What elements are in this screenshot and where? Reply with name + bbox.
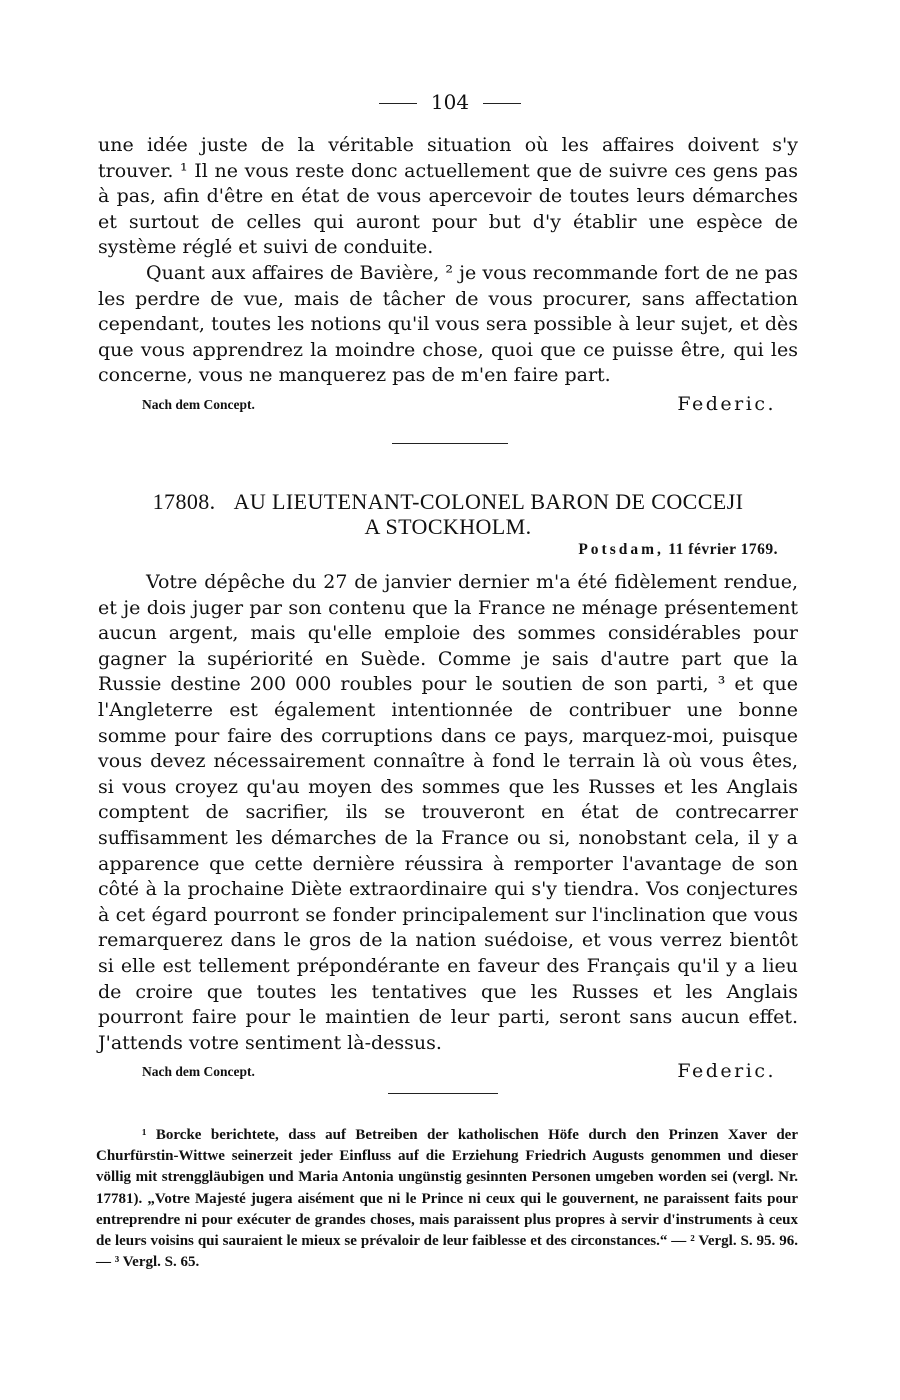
letter2-number: 17808. [152,489,216,514]
letter1-signature: Federic. [677,392,776,415]
letter2-heading-line-1 [98,489,798,514]
letter2-heading-line-2: A STOCKHOLM. [364,514,532,539]
letter2-concept-note: Nach dem Concept. [142,1064,255,1080]
letter1-paragraph-2: Quant aux affaires de Bavière, ² je vous recommande fort de ne pas les perdre de vue, mais de tâcher de vous procurer, sans affectation cependant, toutes les notions qu'il vous sera possible à leur sujet, et dès que vous apprendrez la moindre chose, quoi que ce puisse être, qui les concerne, vous ne manquerez pas de m'en faire part. [98,261,798,387]
letter2-date: 11 février 1769. [668,541,778,558]
letter2-signature: Federic. [677,1060,776,1083]
page-number [0,90,900,114]
footnote-divider [388,1093,498,1094]
letter2-dateline [578,541,778,559]
letter1-concept-note: Nach dem Concept. [142,396,255,412]
page-number-dash-left [379,103,417,104]
letter1-paragraph-1: une idée juste de la véritable situation où les affaires doivent s'y trouver. ¹ Il ne vous reste donc actuellement que de suivre ces gens pas à pas, afin d'être en état de vous apercevoir de toutes leurs démarches et surtout de celles qui auront pour but d'y établir une espèce de système réglé et suivi de conduite. [98,134,798,259]
letter2-body: Votre dépêche du 27 de janvier dernier m'a été fidèlement rendue, et je dois juger par son contenu que la France ne ménage présentement aucun argent, mais qu'elle emploie des sommes considérables pour gagner la supériorité en Suède. Comme je sais d'autre part que la Russie destine 200 000 roubles pour le soutien de son parti, ³ et que l'Angleterre est également intentionnée de contribuer une bonne somme pour faire des corruptions dans ce pays, marquez-moi, puisque vous devez nécessairement connaître à fond le terrain là où vous êtes, si vous croyez qu'au moyen des sommes que les Russes et les Anglais comptent de sacrifier, ils se trouveront en état de contrecarrer suffisamment les démarches de la France ou si, nonobstant cela, il y a apparence que cette dernière réussira à remporter l'avantage de son côté à la prochaine Diète extraordinaire qui s'y tiendra. Vos conjectures à cet égard pourront se fonder principalement sur l'inclination que vous remarquerez dans le gros de la nation suédoise, et vous verrez bientôt si elle est tellement prépondérante en faveur des Français qu'il y a lieu de croire que toutes les tentatives que les Russes et les Anglais pourront faire pour le maintien de leur parti, seront sans aucun effet. J'attends votre sentiment là-dessus. [98,571,798,1054]
letter-continuation [98,133,798,415]
letter2-date-place: Potsdam, [578,541,664,558]
letter2-heading [98,489,798,539]
letter2-body-block [98,570,798,1082]
footnotes: ¹ Borcke berichtete, dass auf Betreiben der katholischen Höfe durch den Prinzen Xaver der Churfürstin-Wittwe seinerzeit jeder Einfluss auf die Erziehung Friedrich Augusts genommen und dieser völlig mit strenggläubigen und Maria Antonia ungünstig gesinnten Personen umgeben worden sei (vergl. Nr. 17781). „Votre Majesté jugera aisément que ni le Prince ni ceux qui le gouvernent, ne paraissent faits pour entreprendre ni pour exécuter de grandes choses, mais paraissent plus propres à servir d'instruments à ceux de leurs voisins qui sauraient le mieux se prévaloir de leur faiblesse et des circonstances.“ — ² Vergl. S. 95. 96. — ³ Vergl. S. 65. [96,1127,798,1271]
section-divider [392,443,508,444]
page-number-dash-right [483,103,521,104]
page-number-text: 104 [430,90,470,114]
letter2-recipient: AU LIEUTENANT-COLONEL BARON DE COCCEJI [233,489,744,514]
letter1-signature-row [98,389,798,415]
letter2-signature-row [98,1056,798,1082]
